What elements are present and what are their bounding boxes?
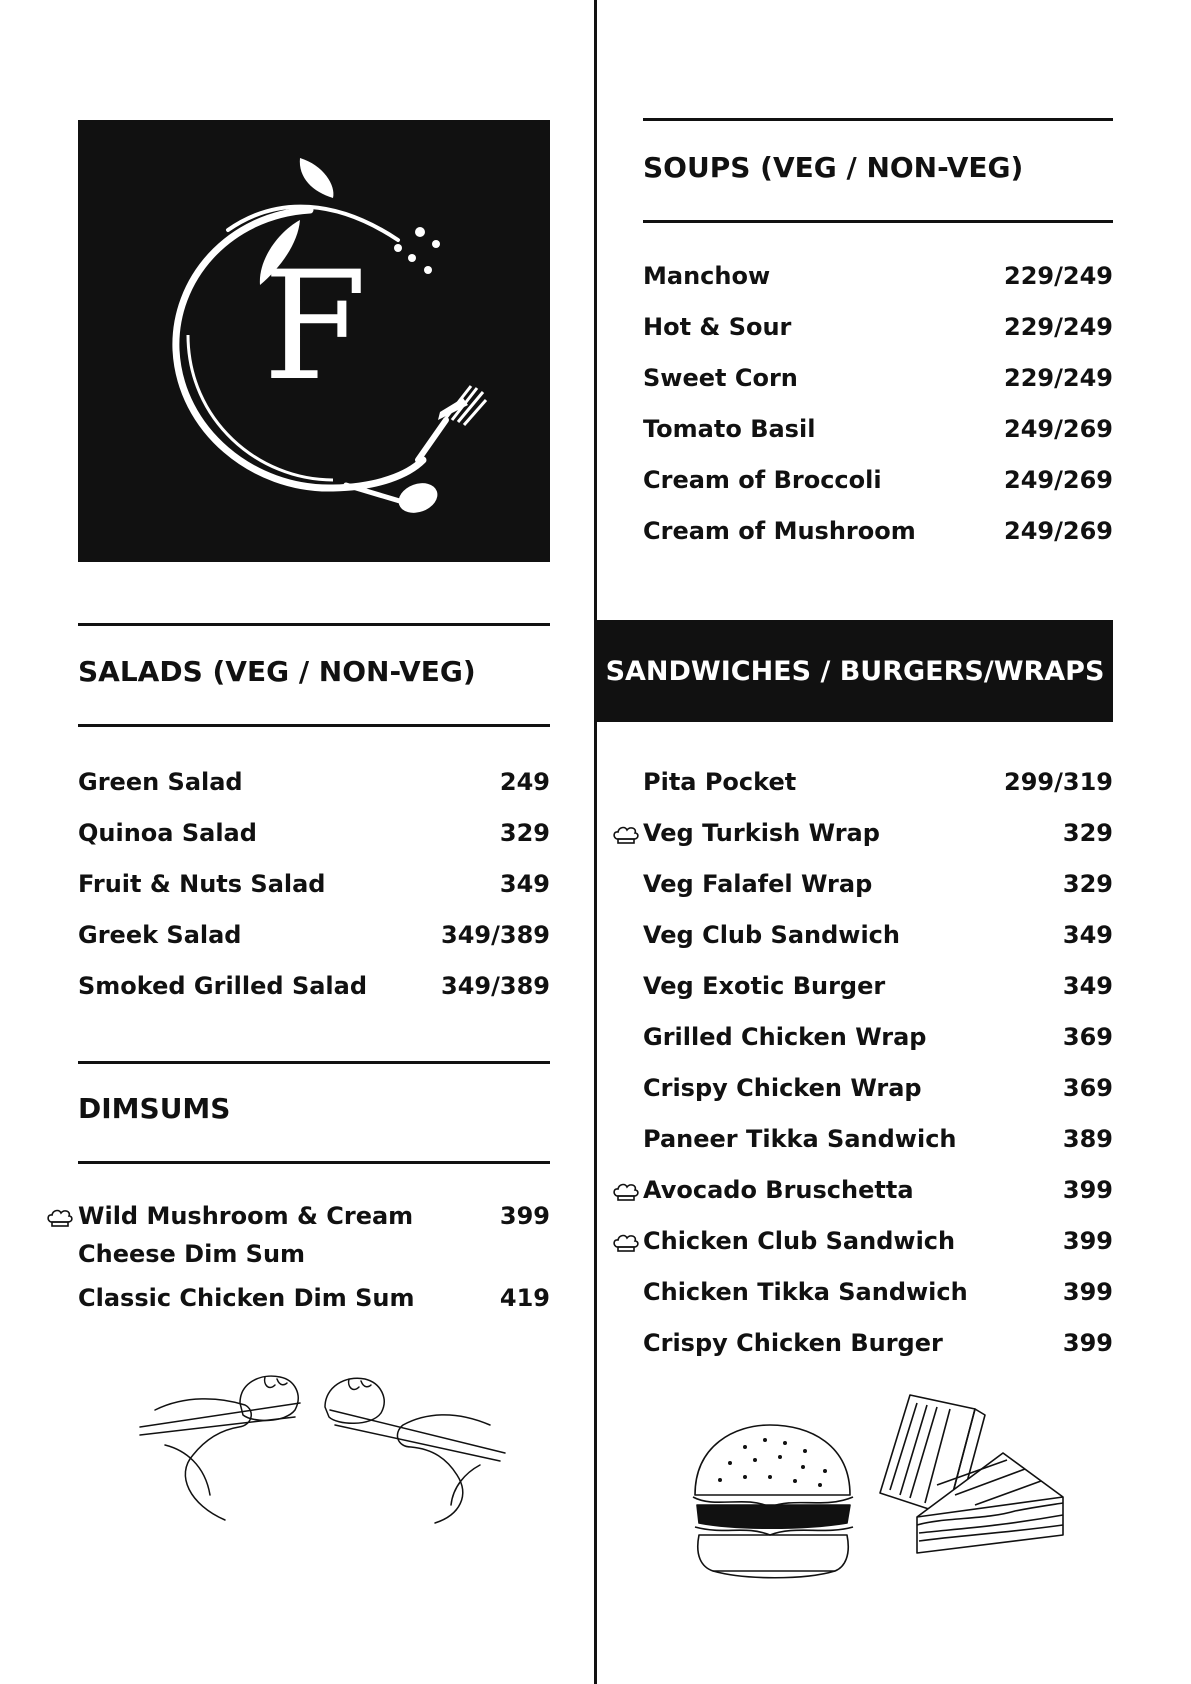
menu-item-name: Crispy Chicken Burger [643,1329,943,1357]
menu-item-price: 349 [1062,921,1113,949]
logo-letter: F [262,240,368,414]
menu-item-name: Greek Salad [78,921,242,949]
salads-bottom-rule [78,724,550,727]
menu-item-name: Classic Chicken Dim Sum [78,1284,415,1312]
dimsums-bottom-rule [78,1161,550,1164]
menu-item-price: 399 [1062,1329,1113,1357]
menu-item-price: 249/269 [1004,466,1113,494]
menu-item [78,763,550,801]
menu-item-price: 349 [1062,972,1113,1000]
menu-item-price: 249/269 [1004,517,1113,545]
menu-item-name: Veg Exotic Burger [643,972,886,1000]
soups-bottom-rule [643,220,1113,223]
menu-item-name: Grilled Chicken Wrap [643,1023,927,1051]
menu-item [643,763,1113,801]
menu-item [78,1197,550,1273]
menu-item [643,1324,1113,1362]
menu-item-name: Veg Falafel Wrap [643,870,873,898]
menu-item-name-line2: Cheese Dim Sum [78,1240,306,1268]
menu-item-price: 299/319 [1004,768,1113,796]
sandwiches-title: SANDWICHES / BURGERS/WRAPS [605,655,1105,687]
menu-item-price: 329 [499,819,550,847]
soups-top-rule [643,118,1113,121]
menu-item-name: Green Salad [78,768,243,796]
menu-item-price: 399 [1062,1227,1113,1255]
menu-item-name: Veg Turkish Wrap [643,819,880,847]
menu-item-price: 349 [499,870,550,898]
menu-item [78,967,550,1005]
menu-item [643,1171,1113,1209]
restaurant-logo [78,120,550,562]
menu-item [643,1273,1113,1311]
menu-item-price: 399 [1062,1176,1113,1204]
menu-item-price: 249/269 [1004,415,1113,443]
menu-item [643,1018,1113,1056]
menu-item-price: 349/389 [441,972,550,1000]
menu-item-name: Cream of Mushroom [643,517,916,545]
menu-item-name: Quinoa Salad [78,819,257,847]
menu-item [643,308,1113,346]
menu-item [643,257,1113,295]
menu-item-name: Hot & Sour [643,313,792,341]
menu-item [78,814,550,852]
menu-item-name-line1: Wild Mushroom & Cream [78,1202,414,1230]
menu-item-name: Smoked Grilled Salad [78,972,368,1000]
menu-item-name [78,1197,413,1273]
dimsums-title: DIMSUMS [78,1092,231,1125]
burger-and-sandwich-illustration-icon [685,1385,1075,1600]
salads-title: SALADS (VEG / NON-VEG) [78,655,476,688]
menu-item-price: 229/249 [1004,262,1113,290]
menu-item [78,865,550,903]
menu-item [643,916,1113,954]
chef-hat-icon [612,825,640,845]
menu-item-name: Manchow [643,262,771,290]
menu-item-price: 419 [499,1284,550,1312]
menu-item-name: Crispy Chicken Wrap [643,1074,922,1102]
menu-item [643,814,1113,852]
chef-hat-icon [46,1208,74,1228]
menu-item-name: Chicken Club Sandwich [643,1227,956,1255]
chef-hat-icon [612,1233,640,1253]
menu-item [643,865,1113,903]
menu-item-name: Pita Pocket [643,768,797,796]
sandwiches-title-banner [597,620,1113,722]
menu-item-name: Avocado Bruschetta [643,1176,914,1204]
menu-item-price: 399 [1062,1278,1113,1306]
menu-item-price: 349/389 [441,921,550,949]
menu-item [643,410,1113,448]
menu-item-price: 399 [499,1202,550,1230]
menu-item-price: 329 [1062,870,1113,898]
soups-title: SOUPS (VEG / NON-VEG) [643,151,1024,184]
menu-item [643,1222,1113,1260]
salads-top-rule [78,623,550,626]
menu-item-price: 249 [499,768,550,796]
column-divider [594,0,597,1684]
menu-item-name: Chicken Tikka Sandwich [643,1278,968,1306]
menu-item [643,359,1113,397]
chopsticks-dumplings-illustration-icon [135,1355,510,1525]
menu-item-price: 389 [1062,1125,1113,1153]
menu-item-name: Paneer Tikka Sandwich [643,1125,957,1153]
menu-item-price: 369 [1062,1074,1113,1102]
menu-item [643,1069,1113,1107]
menu-item-price: 229/249 [1004,364,1113,392]
menu-item [643,461,1113,499]
dimsums-top-rule [78,1061,550,1064]
menu-item-name: Fruit & Nuts Salad [78,870,326,898]
menu-item-name: Cream of Broccoli [643,466,882,494]
menu-item [643,967,1113,1005]
chef-hat-icon [612,1182,640,1202]
menu-item-price: 329 [1062,819,1113,847]
menu-item [643,1120,1113,1158]
menu-item [643,512,1113,550]
menu-item-name: Tomato Basil [643,415,816,443]
menu-item-name: Veg Club Sandwich [643,921,900,949]
menu-item [78,916,550,954]
menu-item [78,1279,550,1317]
menu-item-price: 369 [1062,1023,1113,1051]
menu-item-price: 229/249 [1004,313,1113,341]
menu-item-name: Sweet Corn [643,364,798,392]
